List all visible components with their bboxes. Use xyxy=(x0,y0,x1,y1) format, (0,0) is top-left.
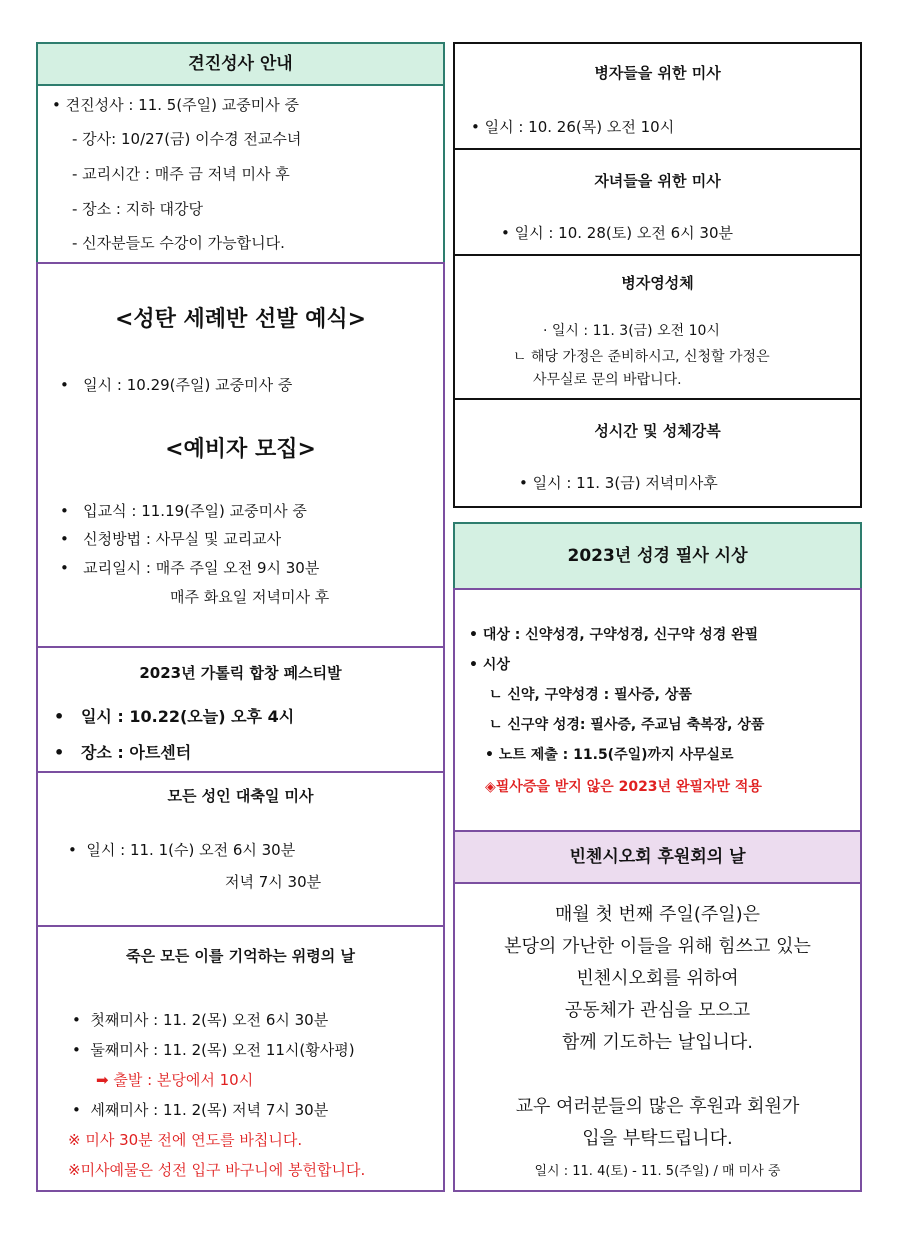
festival-title: 2023년 가톨릭 합창 페스티발 xyxy=(139,664,342,682)
bible-award-note: ◈필사증을 받지 않은 2023년 완필자만 적용 xyxy=(485,779,762,795)
all-saints-evening: 저녁 7시 30분 xyxy=(225,873,322,891)
confirmation-item: • 견진성사 : 11. 5(주일) 교중미사 중 xyxy=(52,96,300,114)
sick-mass-date: • 일시 : 10. 26(목) 오전 10시 xyxy=(471,118,675,136)
all-souls-item: • 첫째미사 : 11. 2(목) 오전 6시 30분 xyxy=(72,1011,329,1029)
bible-award-item: • 대상 : 신약성경, 구약성경, 신구약 성경 완필 xyxy=(469,627,759,643)
vincent-date: 일시 : 11. 4(토) - 11. 5(주일) / 매 미사 중 xyxy=(534,1164,781,1179)
festival-item: • 장소 : 아트센터 xyxy=(54,743,192,762)
festival-section xyxy=(36,646,445,773)
bible-award-title: 2023년 성경 필사 시상 xyxy=(567,546,748,566)
all-souls-item-text: 둘째미사 : 11. 2(목) 오전 11시(황사평) xyxy=(90,1041,355,1059)
festival-item-text: 일시 : 10.22(오늘) 오후 4시 xyxy=(80,707,295,726)
festival-item-text: 장소 : 아트센터 xyxy=(80,743,192,762)
catechumen-item-text: 신청방법 : 사무실 및 교리교사 xyxy=(83,530,282,548)
all-souls-section xyxy=(36,925,445,1192)
vincent-line: 함께 기도하는 날입니다. xyxy=(561,1032,754,1053)
all-souls-title: 죽은 모든 이를 기억하는 위령의 날 xyxy=(126,947,355,965)
baptism-section xyxy=(36,262,445,648)
sick-communion-section xyxy=(453,254,862,400)
holy-hour-title: 성시간 및 성체강복 xyxy=(594,422,721,440)
all-saints-title: 모든 성인 대축일 미사 xyxy=(167,787,314,805)
catechumen-title: <예비자 모집> xyxy=(165,437,316,462)
all-souls-item: • 세째미사 : 11. 2(목) 저녁 7시 30분 xyxy=(72,1101,329,1119)
bible-award-item: • 시상 xyxy=(469,657,510,673)
sick-mass-title: 병자들을 위한 미사 xyxy=(594,64,721,82)
children-mass-date: • 일시 : 10. 28(토) 오전 6시 30분 xyxy=(501,224,733,242)
vincent-header xyxy=(453,830,862,884)
bible-award-header xyxy=(453,522,862,590)
baptism-title: <성탄 세례반 선발 예식> xyxy=(114,307,367,332)
catechumen-item-text: 입교식 : 11.19(주일) 교중미사 중 xyxy=(83,502,307,520)
all-souls-item-text: 첫째미사 : 11. 2(목) 오전 6시 30분 xyxy=(90,1011,329,1029)
sick-communion-note: ㄴ 해당 가정은 준비하시고, 신청할 가정은 xyxy=(513,349,770,365)
catechumen-extra: 매주 화요일 저녁미사 후 xyxy=(170,588,330,606)
sick-communion-date: · 일시 : 11. 3(금) 오전 10시 xyxy=(543,323,720,339)
holy-hour-section xyxy=(453,398,862,508)
all-souls-departure: ➡ 출발 : 본당에서 10시 xyxy=(96,1071,254,1089)
catechumen-item: • 신청방법 : 사무실 및 교리교사 xyxy=(60,530,282,548)
all-saints-section xyxy=(36,771,445,927)
confirmation-item: - 신자분들도 수강이 가능합니다. xyxy=(72,234,285,252)
vincent-line: 입을 부탁드립니다. xyxy=(582,1128,733,1149)
right-column xyxy=(453,42,862,1192)
all-souls-note: ※미사예물은 성전 입구 바구니에 봉헌합니다. xyxy=(68,1161,366,1179)
festival-item: • 일시 : 10.22(오늘) 오후 4시 xyxy=(54,707,295,726)
all-souls-item-text: 세째미사 : 11. 2(목) 저녁 7시 30분 xyxy=(90,1101,329,1119)
bible-award-item: • 노트 제출 : 11.5(주일)까지 사무실로 xyxy=(485,747,734,763)
all-souls-item: • 둘째미사 : 11. 2(목) 오전 11시(황사평) xyxy=(72,1041,355,1059)
vincent-line: 본당의 가난한 이들을 위해 힘쓰고 있는 xyxy=(504,936,811,957)
vincent-line: 공동체가 관심을 모으고 xyxy=(564,1000,751,1021)
bible-award-item: ㄴ 신구약 성경: 필사증, 주교님 축복장, 상품 xyxy=(489,717,765,733)
baptism-date: • 일시 : 10.29(주일) 교중미사 중 xyxy=(60,376,293,394)
confirmation-item: - 교리시간 : 매주 금 저녁 미사 후 xyxy=(72,165,290,183)
catechumen-item: • 교리일시 : 매주 주일 오전 9시 30분 xyxy=(60,559,320,577)
children-mass-title: 자녀들을 위한 미사 xyxy=(594,172,721,190)
bible-award-section xyxy=(453,588,862,832)
all-saints-date: • 일시 : 11. 1(수) 오전 6시 30분 xyxy=(68,841,296,859)
vincent-line: 빈첸시오회를 위하여 xyxy=(576,968,739,989)
vincent-section xyxy=(453,882,862,1192)
confirmation-item: - 강사: 10/27(금) 이수경 전교수녀 xyxy=(72,130,302,148)
sick-communion-note: 사무실로 문의 바랍니다. xyxy=(533,372,682,388)
catechumen-item-text: 교리일시 : 매주 주일 오전 9시 30분 xyxy=(83,559,320,577)
all-saints-date-text: 일시 : 11. 1(수) 오전 6시 30분 xyxy=(86,841,296,859)
confirmation-header xyxy=(36,42,445,86)
confirmation-item: - 장소 : 지하 대강당 xyxy=(72,200,203,218)
confirmation-section xyxy=(36,84,445,264)
catechumen-item: • 입교식 : 11.19(주일) 교중미사 중 xyxy=(60,502,307,520)
all-souls-note: ※ 미사 30분 전에 연도를 바칩니다. xyxy=(68,1131,303,1149)
vincent-title: 빈첸시오회 후원회의 날 xyxy=(569,847,746,867)
holy-hour-date: • 일시 : 11. 3(금) 저녁미사후 xyxy=(519,474,718,492)
vincent-line: 교우 여러분들의 많은 후원과 회원가 xyxy=(515,1096,800,1117)
confirmation-title: 견진성사 안내 xyxy=(188,54,293,74)
sick-communion-title: 병자영성체 xyxy=(621,274,694,292)
bible-award-item: ㄴ 신약, 구약성경 : 필사증, 상품 xyxy=(489,687,692,703)
left-column xyxy=(36,42,445,1192)
children-mass-section xyxy=(453,148,862,256)
baptism-date-text: 일시 : 10.29(주일) 교중미사 중 xyxy=(83,376,293,394)
sick-mass-section xyxy=(453,42,862,150)
vincent-line: 매월 첫 번째 주일(주일)은 xyxy=(554,904,761,925)
